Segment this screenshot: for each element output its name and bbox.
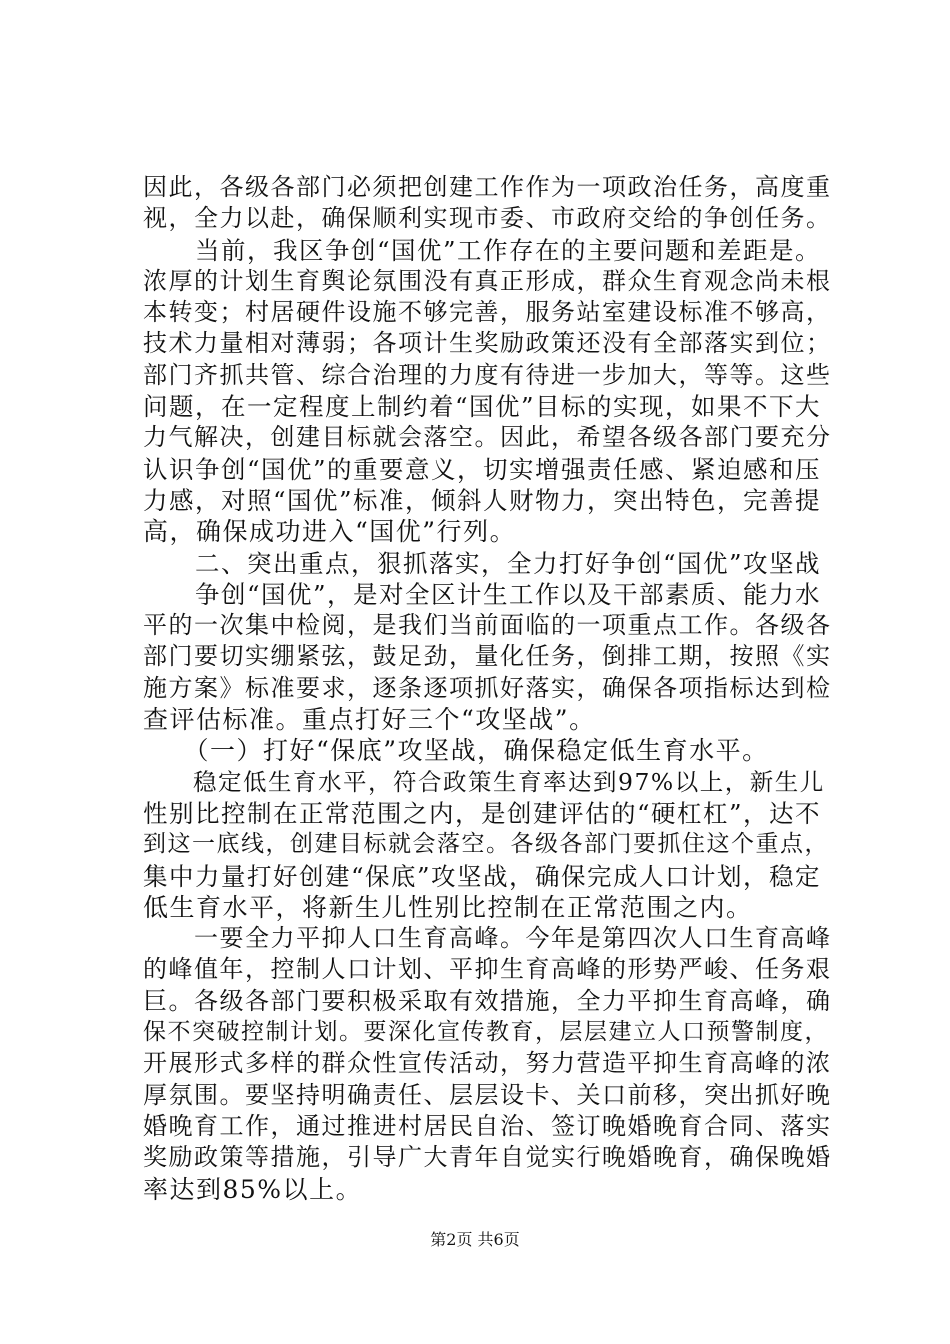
text-line: 稳定低生育水平，符合政策生育率达到97%以上，新生儿 [143,767,825,796]
text-line: 因此，各级各部门必须把创建工作作为一项政治任务，高度重 [143,173,832,201]
text-line: 率达到85%以上。 [143,1174,363,1204]
text-line: 力气解决，创建目标就会落空。因此，希望各级各部门要充分 [143,423,832,452]
text-line: 当前，我区争创“国优”工作存在的主要问题和差距是。 [143,235,822,265]
text-line: 的峰值年，控制人口计划、平抑生育高峰的形势严峻、任务艰 [143,955,832,984]
text-line: 高，确保成功进入“国优”行列。 [143,517,517,547]
text-line: 巨。各级各部门要积极采取有效措施，全力平抑生育高峰，确 [143,986,832,1015]
text-line: 部门要切实绷紧弦，鼓足劲，量化任务，倒排工期，按照《实 [143,642,832,671]
text-line: 平的一次集中检阅，是我们当前面临的一项重点工作。各级各 [143,611,832,640]
text-line: 浓厚的计划生育舆论氛围没有真正形成，群众生育观念尚未根 [143,266,832,295]
text-line: 婚晚育工作，通过推进村居民自治、签订晚婚晚育合同、落实 [143,1111,832,1140]
text-line: 到这一底线，创建目标就会落空。各级各部门要抓住这个重点， [143,831,829,858]
text-line: 厚氛围。要坚持明确责任、层层设卡、关口前移，突出抓好晚 [143,1080,832,1109]
text-line: 问题，在一定程度上制约着“国优”目标的实现，如果不下大 [143,392,822,422]
text-line: 施方案》标准要求，逐条逐项抓好落实，确保各项指标达到检 [143,673,832,702]
text-line: 保不突破控制计划。要深化宣传教育，层层建立人口预警制度， [143,1019,829,1046]
text-line: 认识争创“国优”的重要意义，切实增强责任感、紧迫感和压 [143,454,822,484]
text-line: 力感，对照“国优”标准，倾斜人财物力，突出特色，完善提 [143,485,822,515]
text-line: 本转变；村居硬件设施不够完善，服务站室建设标准不够高， [143,298,832,327]
text-line: 开展形式多样的群众性宣传活动，努力营造平抑生育高峰的浓 [143,1049,832,1078]
text-line: 一要全力平抑人口生育高峰。今年是第四次人口生育高峰 [143,924,832,953]
text-line: 部门齐抓共管、综合治理的力度有待进一步加大，等等。这些 [143,360,832,389]
text-line: 集中力量打好创建“保底”攻坚战，确保完成人口计划，稳定 [143,861,822,891]
page-footer [0,1230,950,1250]
document-body [143,172,833,1205]
text-line: 视，全力以赴，确保顺利实现市委、市政府交给的争创任务。 [143,204,832,233]
text-line: 低生育水平，将新生儿性别比控制在正常范围之内。 [143,892,753,922]
text-line: 查评估标准。重点打好三个“攻坚战”。 [143,705,596,735]
text-line: 性别比控制在正常范围之内，是创建评估的“硬杠杠”，达不 [143,798,822,828]
text-line: 二、突出重点，狠抓落实，全力打好争创“国优”攻坚战 [143,548,822,578]
text-line: （一）打好“保底”攻坚战，确保稳定低生育水平。 [143,736,769,766]
text-line: 奖励政策等措施，引导广大青年自觉实行晚婚晚育，确保晚婚 [143,1143,832,1172]
text-line: 技术力量相对薄弱；各项计生奖励政策还没有全部落实到位； [143,329,832,358]
text-line: 争创“国优”，是对全区计生工作以及干部素质、能力水 [143,579,822,609]
page-number-label: 第2页 共6页 [430,1230,520,1249]
